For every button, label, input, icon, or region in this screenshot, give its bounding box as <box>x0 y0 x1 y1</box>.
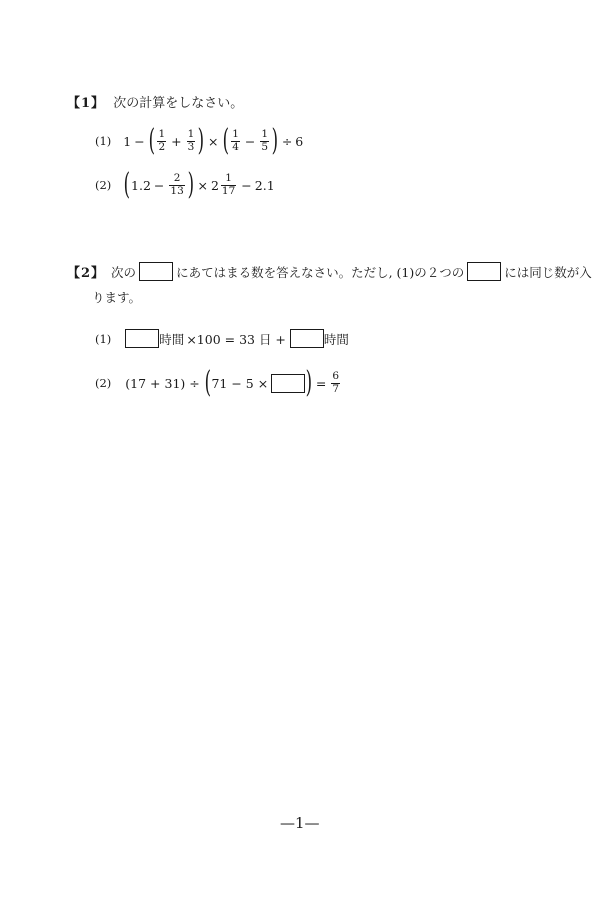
q2-item-2-lead: (17 + 31) ÷ <box>125 375 200 391</box>
q2-item-1-unit1: 時間 <box>159 331 185 347</box>
question-2-intro-a: 次の <box>111 264 137 280</box>
minus-sign: − <box>244 133 256 149</box>
q2-item-2-inner: 71 − 5 × <box>211 375 269 391</box>
left-paren: ( <box>123 167 131 202</box>
fraction: $\frac{6}{7}$ <box>332 370 340 395</box>
q2-item-2 <box>95 365 342 400</box>
fraction: $\frac{1}{2}$ <box>158 128 166 153</box>
q2-item-2-label: (2) <box>95 376 112 390</box>
left-paren: ( <box>148 123 155 158</box>
minus-sign: − <box>134 133 145 149</box>
question-1-number: 【1】 <box>67 96 106 111</box>
minus-sign: − <box>241 177 252 193</box>
minus-sign: − <box>153 177 165 193</box>
left-paren: ( <box>222 123 229 158</box>
question-2-intro-c: には同じ数が入 <box>504 264 592 280</box>
q1-item-2-tail: 2.1 <box>254 177 275 193</box>
times-sign: × <box>208 133 219 149</box>
q1-item-2 <box>95 167 275 202</box>
plus-sign: + <box>171 133 182 149</box>
q1-item-1 <box>95 123 304 158</box>
answer-blank-box <box>139 262 173 281</box>
fraction: $\frac{1}{17}$ <box>221 172 236 197</box>
q1-item-2-lead: 1.2 <box>131 177 151 193</box>
q2-item-1 <box>95 329 349 348</box>
right-paren: ) <box>305 365 313 400</box>
question-2-header <box>67 262 592 281</box>
question-2-intro-line2: ります。 <box>92 290 142 305</box>
question-1-header <box>67 92 243 111</box>
answer-blank-box[interactable] <box>125 329 159 348</box>
right-paren: ) <box>187 167 194 202</box>
question-2-intro-b: にあてはまる数を答えなさい。ただし, (1)の２つの <box>176 264 465 280</box>
mixed-whole: 2 <box>210 177 219 193</box>
question-1-instruction: 次の計算をしなさい。 <box>113 96 244 111</box>
fraction: $\frac{1}{3}$ <box>187 128 195 153</box>
q1-item-1-tail: 6 <box>295 133 304 149</box>
divide-sign: ÷ <box>281 133 293 149</box>
q1-item-1-lead: 1 <box>123 133 132 149</box>
q2-item-1-label: (1) <box>95 331 112 346</box>
q2-item-1-unit2: 時間 <box>323 331 349 347</box>
right-paren: ) <box>197 123 205 158</box>
times-sign: × <box>197 177 208 193</box>
fraction: $\frac{1}{5}$ <box>261 128 269 153</box>
equals-sign: = <box>315 375 327 391</box>
left-paren: ( <box>204 365 211 400</box>
q2-item-1-mid: ×100 = 33 日 + <box>186 331 286 347</box>
q1-item-2-label: (2) <box>95 178 112 192</box>
q1-item-1-label: (1) <box>95 134 112 148</box>
answer-blank-box <box>467 262 501 281</box>
right-paren: ) <box>271 123 279 158</box>
answer-blank-box[interactable] <box>271 374 305 393</box>
fraction: $\frac{1}{4}$ <box>232 128 239 153</box>
answer-blank-box[interactable] <box>290 329 324 348</box>
question-2-number: 【2】 <box>67 266 106 281</box>
fraction: $\frac{2}{13}$ <box>170 172 184 197</box>
page-number: —1— <box>280 814 320 832</box>
